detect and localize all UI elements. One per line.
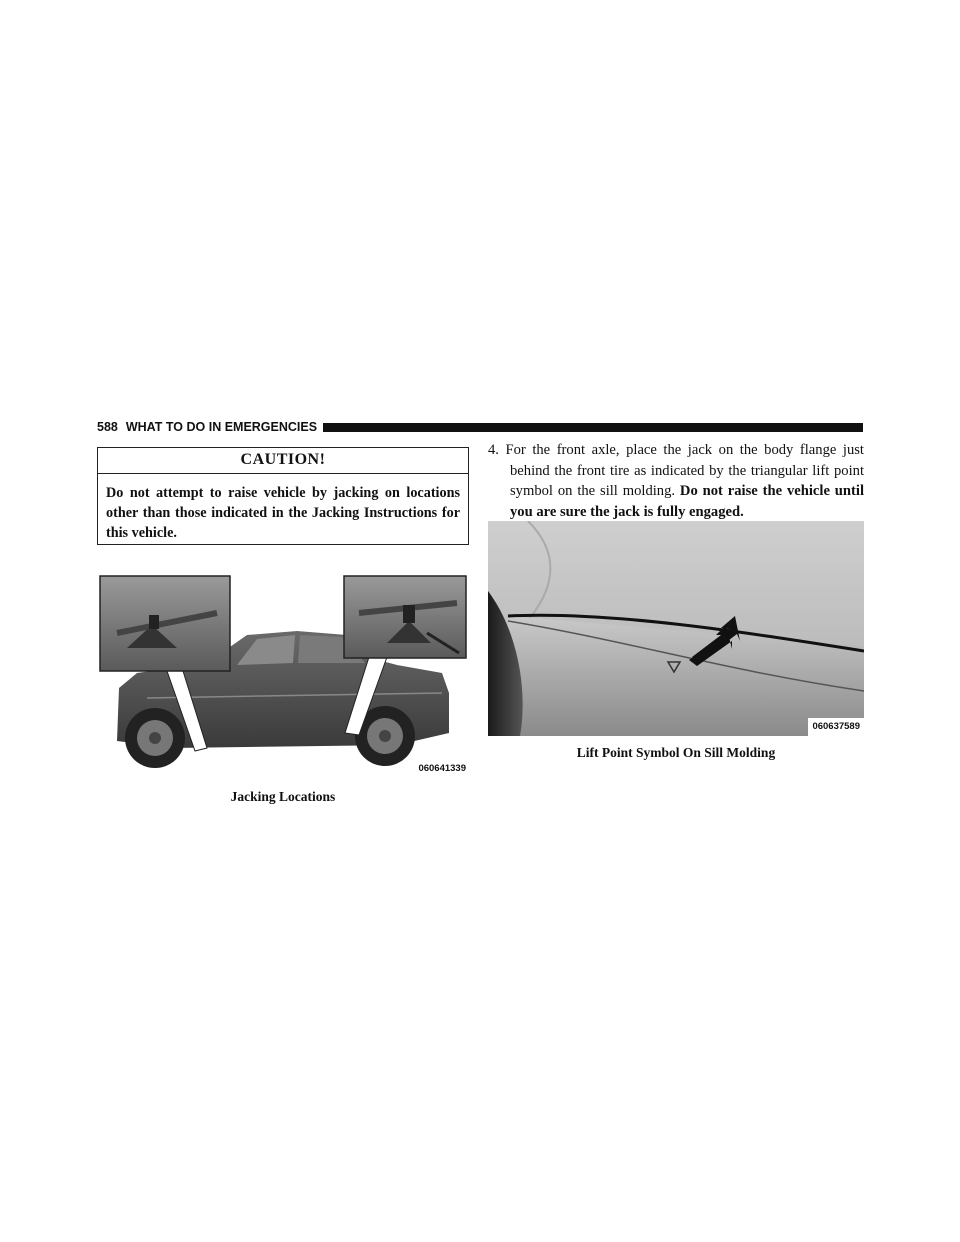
figure1-caption: Jacking Locations <box>230 789 336 804</box>
jacking-locations-figure <box>97 573 469 778</box>
caution-text: Do not attempt to raise vehicle by jacking on locations other than those indicated in the Jacking Instructions for this vehicle. <box>106 485 460 541</box>
figure2-caption: Lift Point Symbol On Sill Molding <box>576 745 776 760</box>
jacking-locations-illustration <box>97 573 469 778</box>
step-text: For the front axle, place the jack on the body flange just behind the front tire as indicated by the triangular lift point symbol on the sill molding. <box>505 442 864 499</box>
figure1-code: 060641339 <box>418 763 466 774</box>
step-number: 4. <box>488 442 499 458</box>
lift-point-figure <box>488 521 864 736</box>
caution-title: CAUTION! <box>98 448 468 474</box>
section-title: WHAT TO DO IN EMERGENCIES <box>125 420 318 434</box>
step-warning: Do not raise the vehicle until you are sure the jack is fully engaged. <box>510 483 864 520</box>
header-rule <box>323 423 863 432</box>
lift-point-photo <box>488 521 864 736</box>
step-4 <box>488 440 864 522</box>
running-header <box>97 420 863 434</box>
caution-box <box>97 447 469 545</box>
page-number: 588 <box>97 420 118 434</box>
figure2-code: 060637589 <box>812 721 860 732</box>
